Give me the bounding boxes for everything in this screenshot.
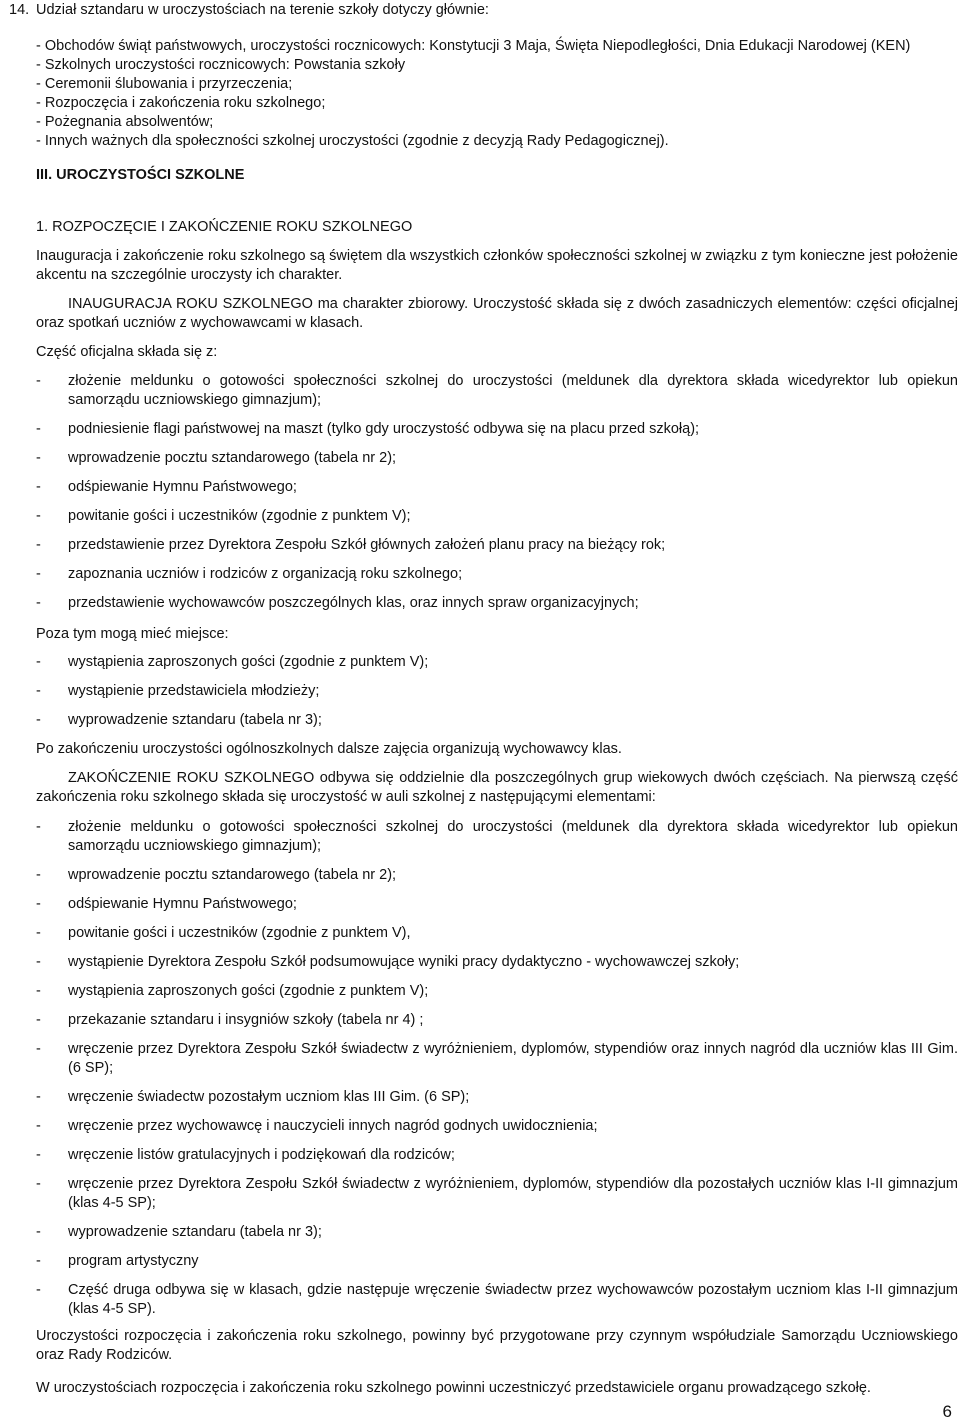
dash-bullet: - xyxy=(36,712,41,728)
dash-bullet: - xyxy=(36,1224,41,1240)
section-14-number: 14. xyxy=(9,2,30,18)
optional-item xyxy=(36,682,958,701)
section-14-title: Udział sztandaru w uroczystościach na terenie szkoły dotyczy głównie: xyxy=(36,2,489,18)
official-item xyxy=(36,594,958,613)
intro-paragraph: Inauguracja i zakończenie roku szkolnego są świętem dla wszystkich członków społeczności szkolnej w związku z tym konieczne jest położenie akcentu na szczególnie uroczysty ich charakter. xyxy=(36,248,958,283)
section-14-item: - Pożegnania absolwentów; xyxy=(36,114,214,130)
dash-bullet: - xyxy=(36,683,41,699)
closing-item xyxy=(36,818,958,856)
official-item-text: zapoznania uczniów i rodziców z organizacją roku szkolnego; xyxy=(68,566,463,582)
official-item xyxy=(36,420,958,439)
official-list xyxy=(36,372,958,613)
after-official-paragraph: Po zakończeniu uroczystości ogólnoszkolnych dalsze zajęcia organizują wychowawcy klas. xyxy=(36,741,622,757)
official-intro: Część oficjalna składa się z: xyxy=(36,344,218,360)
optional-intro: Poza tym mogą mieć miejsce: xyxy=(36,626,229,642)
section-14-item: - Ceremonii ślubowania i przyrzeczenia; xyxy=(36,76,293,92)
official-item-text: odśpiewanie Hymnu Państwowego; xyxy=(68,479,297,495)
closing-item-text: wyprowadzenie sztandaru (tabela nr 3); xyxy=(68,1224,322,1240)
closing-item-text: wręczenie przez Dyrektora Zespołu Szkół świadectw z wyróżnieniem, dyplomów, stypendiów oraz innych nagród dla uczniów klas III Gim. (6 SP); xyxy=(68,1041,958,1076)
dash-bullet: - xyxy=(36,867,41,883)
closing-item-text: wystąpienia zaproszonych gości (zgodnie z punktem V); xyxy=(68,983,429,999)
dash-bullet: - xyxy=(36,421,41,437)
official-item-text: podniesienie flagi państwowej na maszt (tylko gdy uroczystość odbywa się na placu przed szkołą); xyxy=(68,421,700,437)
dash-bullet: - xyxy=(36,373,41,389)
closing-item xyxy=(36,895,958,914)
dash-bullet: - xyxy=(36,1282,41,1298)
section-14 xyxy=(9,1,949,20)
closing-list xyxy=(36,818,958,1319)
closing-list-wrapper xyxy=(36,818,958,1329)
closing-item xyxy=(36,982,958,1001)
closing-item xyxy=(36,866,958,885)
closing-item-text: wręczenie przez Dyrektora Zespołu Szkół świadectw z wyróżnieniem, dyplomów, stypendiów dla pozostałych uczniów klas I-II gimnazjum (klas 4-5 SP); xyxy=(68,1176,958,1211)
section-14-list-wrapper xyxy=(36,37,958,151)
dash-bullet: - xyxy=(36,1012,41,1028)
official-item-text: powitanie gości i uczestników (zgodnie z punktem V); xyxy=(68,508,411,524)
dash-bullet: - xyxy=(36,508,41,524)
optional-item xyxy=(36,653,958,672)
official-item-text: wprowadzenie pocztu sztandarowego (tabela nr 2); xyxy=(68,450,397,466)
section-14-item: - Innych ważnych dla społeczności szkolnej uroczystości (zgodnie z decyzją Rady Pedagogicznej). xyxy=(36,133,669,149)
official-item-text: przedstawienie wychowawców poszczególnych klas, oraz innych spraw organizacyjnych; xyxy=(68,595,639,611)
section-3-heading: III. UROCZYSTOŚCI SZKOLNE xyxy=(36,167,245,183)
official-item xyxy=(36,507,958,526)
dash-bullet: - xyxy=(36,1118,41,1134)
official-item xyxy=(36,565,958,584)
official-item xyxy=(36,449,958,468)
closing-item xyxy=(36,1117,958,1136)
dash-bullet: - xyxy=(36,566,41,582)
closing-item-text: przekazanie sztandaru i insygniów szkoły (tabela nr 4) ; xyxy=(68,1012,424,1028)
official-item-text: przedstawienie przez Dyrektora Zespołu Szkół głównych założeń planu pracy na bieżący rok; xyxy=(68,537,666,553)
official-list-wrapper xyxy=(36,372,958,623)
dash-bullet: - xyxy=(36,896,41,912)
official-item xyxy=(36,372,958,410)
closing-item-text: program artystyczny xyxy=(68,1253,199,1269)
closing-item xyxy=(36,1040,958,1078)
closing-item xyxy=(36,1011,958,1030)
closing-item xyxy=(36,953,958,972)
closing-item-text: Część druga odbywa się w klasach, gdzie następuje wręczenie świadectw przez wychowawców pozostałym uczniom klas I-II gimnazjum (klas 4-5 SP). xyxy=(68,1282,958,1317)
closing-item-text: wręczenie świadectw pozostałym uczniom klas III Gim. (6 SP); xyxy=(68,1089,470,1105)
dash-bullet: - xyxy=(36,1176,41,1192)
dash-bullet: - xyxy=(36,1041,41,1057)
inauguracja-paragraph: INAUGURACJA ROKU SZKOLNEGO ma charakter zbiorowy. Uroczystość składa się z dwóch zasadniczych elementów: części oficjalnej oraz spotkań uczniów z wychowawcami w klasach. xyxy=(36,296,958,331)
closing-item xyxy=(36,1146,958,1165)
closing-item-text: odśpiewanie Hymnu Państwowego; xyxy=(68,896,297,912)
dash-bullet: - xyxy=(36,1147,41,1163)
dash-bullet: - xyxy=(36,983,41,999)
closing-item xyxy=(36,1252,958,1271)
closing-item xyxy=(36,1175,958,1213)
page-number: 6 xyxy=(942,1402,952,1421)
official-item-text: złożenie meldunku o gotowości społeczności szkolnej do uroczystości (meldunek dla dyrektora składa wicedyrektor lub opiekun samorządu uczniowskiego gimnazjum); xyxy=(68,373,958,408)
closing-item xyxy=(36,1088,958,1107)
optional-item xyxy=(36,711,958,730)
closing-item-text: wystąpienie Dyrektora Zespołu Szkół podsumowujące wyniki pracy dydaktyczno - wychowawczej szkoły; xyxy=(68,954,740,970)
dash-bullet: - xyxy=(36,1089,41,1105)
closing-item-text: wprowadzenie pocztu sztandarowego (tabela nr 2); xyxy=(68,867,397,883)
subsection-1-heading: 1. ROZPOCZĘCIE I ZAKOŃCZENIE ROKU SZKOLNEGO xyxy=(36,219,413,235)
closing-item-text: wręczenie przez wychowawcę i nauczycieli innych nagród godnych uwidocznienia; xyxy=(68,1118,598,1134)
dash-bullet: - xyxy=(36,450,41,466)
dash-bullet: - xyxy=(36,1253,41,1269)
optional-list-wrapper xyxy=(36,653,958,740)
dash-bullet: - xyxy=(36,595,41,611)
closing-item xyxy=(36,1281,958,1319)
optional-item-text: wystąpienia zaproszonych gości (zgodnie z punktem V); xyxy=(68,654,429,670)
closing-paragraph-1: Uroczystości rozpoczęcia i zakończenia roku szkolnego, powinny być przygotowane przy czynnym współudziale Samorządu Uczniowskiego oraz Rady Rodziców. xyxy=(36,1328,958,1363)
dash-bullet: - xyxy=(36,479,41,495)
closing-item-text: złożenie meldunku o gotowości społeczności szkolnej do uroczystości (meldunek dla dyrektora składa wicedyrektor lub opiekun samorządu uczniowskiego gimnazjum); xyxy=(68,819,958,854)
dash-bullet: - xyxy=(36,925,41,941)
section-14-item: - Rozpoczęcia i zakończenia roku szkolnego; xyxy=(36,95,326,111)
section-14-item: - Szkolnych uroczystości rocznicowych: Powstania szkoły xyxy=(36,57,406,73)
closing-item xyxy=(36,924,958,943)
closing-item xyxy=(36,1223,958,1242)
section-14-item: - Obchodów świąt państwowych, uroczystości rocznicowych: Konstytucji 3 Maja, Święta Niepodległości, Dnia Edukacji Narodowej (KEN) xyxy=(36,38,911,54)
dash-bullet: - xyxy=(36,954,41,970)
closing-paragraph-2: W uroczystościach rozpoczęcia i zakończenia roku szkolnego powinni uczestniczyć przedstawiciele organu prowadzącego szkołę. xyxy=(36,1380,871,1396)
official-item xyxy=(36,478,958,497)
optional-item-text: wyprowadzenie sztandaru (tabela nr 3); xyxy=(68,712,322,728)
closing-item-text: wręczenie listów gratulacyjnych i podziękowań dla rodziców; xyxy=(68,1147,455,1163)
section-14-list xyxy=(36,37,958,151)
optional-list xyxy=(36,653,958,730)
closing-item-text: powitanie gości i uczestników (zgodnie z punktem V), xyxy=(68,925,411,941)
dash-bullet: - xyxy=(36,819,41,835)
optional-item-text: wystąpienie przedstawiciela młodzieży; xyxy=(68,683,320,699)
official-item xyxy=(36,536,958,555)
dash-bullet: - xyxy=(36,654,41,670)
dash-bullet: - xyxy=(36,537,41,553)
zakonczenie-paragraph: ZAKOŃCZENIE ROKU SZKOLNEGO odbywa się oddzielnie dla poszczególnych grup wiekowych dwóch częściach. Na pierwszą część zakończenia roku szkolnego składa się uroczystość w auli szkolnej z następującymi elementami: xyxy=(36,770,958,805)
